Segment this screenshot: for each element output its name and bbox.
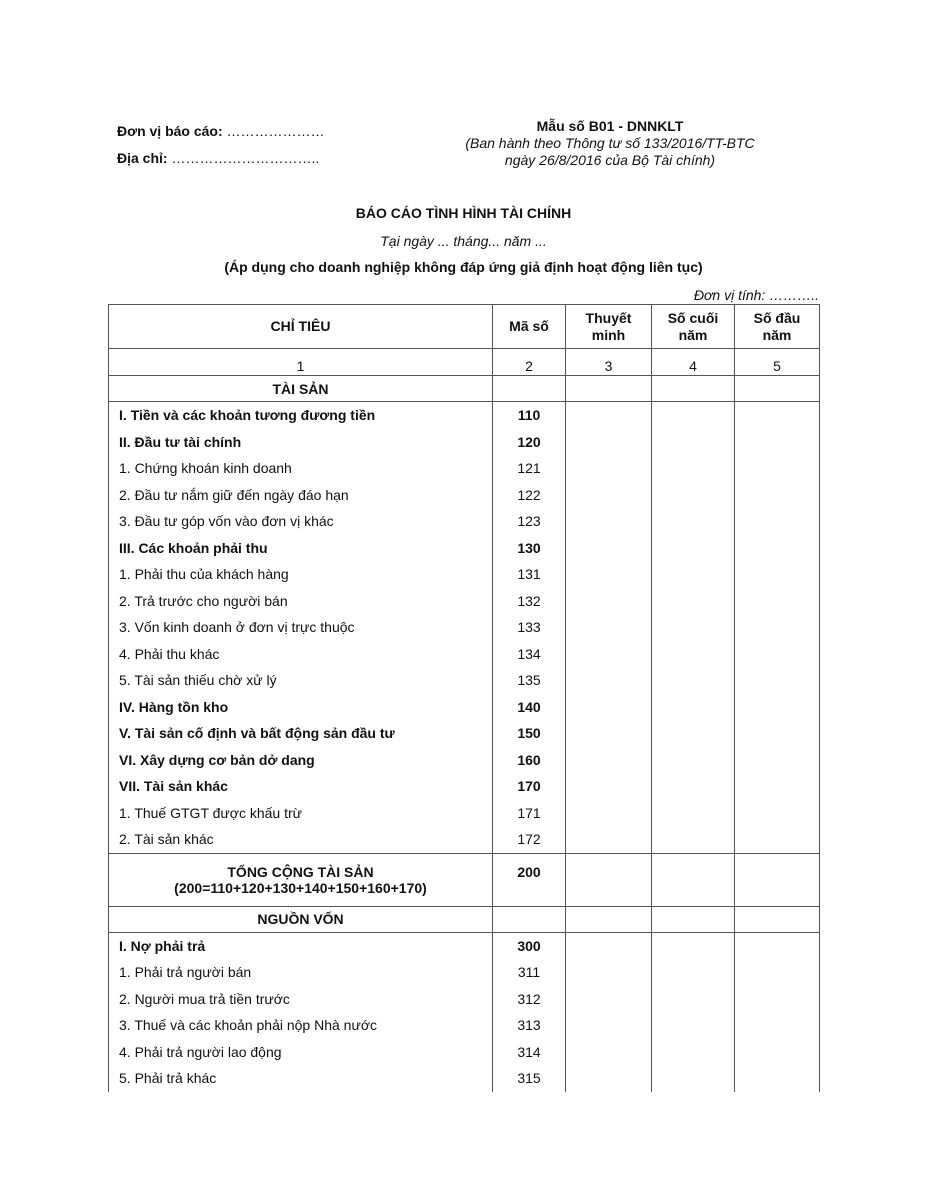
row-explanation (566, 429, 652, 456)
row-year-end-value (652, 1065, 735, 1092)
row-year-end-value (652, 694, 735, 721)
row-code: 122 (493, 482, 566, 509)
row-year-end-value (652, 986, 735, 1013)
row-code: 150 (493, 720, 566, 747)
table-row (109, 535, 820, 562)
row-year-start-value (735, 641, 820, 668)
table-row (109, 694, 820, 721)
total-assets-formula: (200=110+120+130+140+150+160+170) (174, 879, 427, 896)
row-code: 315 (493, 1065, 566, 1092)
row-year-end-value (652, 667, 735, 694)
row-year-end-value (652, 773, 735, 800)
row-year-start-value (735, 720, 820, 747)
row-year-start-value (735, 959, 820, 986)
row-explanation (566, 986, 652, 1013)
row-year-start-value (735, 694, 820, 721)
report-scope-note: (Áp dụng cho doanh nghiệp không đáp ứng giả định hoạt động liên tục) (224, 259, 703, 275)
row-label: VII. Tài sản khác (109, 773, 493, 800)
row-label: 2. Tài sản khác (109, 826, 493, 853)
row-year-end-value (652, 402, 735, 429)
row-explanation (566, 561, 652, 588)
table-row (109, 773, 820, 800)
row-year-start-value (735, 800, 820, 827)
row-label: I. Tiền và các khoản tương đương tiền (109, 402, 493, 429)
row-year-end-value (652, 535, 735, 562)
row-label: 5. Phải trả khác (109, 1065, 493, 1092)
row-year-start-value (735, 986, 820, 1013)
row-year-end-value (652, 720, 735, 747)
row-code: 121 (493, 455, 566, 482)
row-code: 135 (493, 667, 566, 694)
total-assets-code: 200 (493, 853, 566, 906)
row-explanation (566, 402, 652, 429)
report-title: BÁO CÁO TÌNH HÌNH TÀI CHÍNH (355, 205, 572, 221)
row-explanation (566, 588, 652, 615)
table-row (109, 986, 820, 1013)
row-explanation (566, 959, 652, 986)
table-row (109, 614, 820, 641)
table-row (109, 932, 820, 959)
row-code: 134 (493, 641, 566, 668)
column-number: 3 (566, 349, 652, 376)
section-row-sources (109, 906, 820, 932)
row-year-end-value (652, 588, 735, 615)
row-explanation (566, 1065, 652, 1092)
row-label: 4. Phải trả người lao động (109, 1039, 493, 1066)
row-year-start-value (735, 773, 820, 800)
section-row-assets (109, 376, 820, 402)
row-year-end-value (652, 1039, 735, 1066)
currency-unit: Đơn vị tính: ……….. (693, 287, 819, 303)
table-row (109, 429, 820, 456)
row-year-start-value (735, 826, 820, 853)
reporting-unit-value: ………………… (226, 123, 325, 139)
row-code: 170 (493, 773, 566, 800)
table-row (109, 402, 820, 429)
header-year-end: Số cuối năm (652, 305, 735, 349)
row-year-end-value (652, 482, 735, 509)
row-code: 123 (493, 508, 566, 535)
table-row (109, 1012, 820, 1039)
row-label: 3. Vốn kinh doanh ở đơn vị trực thuộc (109, 614, 493, 641)
row-label: 2. Trả trước cho người bán (109, 588, 493, 615)
row-year-start-value (735, 667, 820, 694)
row-explanation (566, 482, 652, 509)
row-explanation (566, 667, 652, 694)
row-year-end-value (652, 800, 735, 827)
row-code: 172 (493, 826, 566, 853)
table-row (109, 455, 820, 482)
row-year-start-value (735, 588, 820, 615)
row-year-end-value (652, 932, 735, 959)
row-year-start-value (735, 1065, 820, 1092)
row-explanation (566, 641, 652, 668)
table-header-row (109, 305, 820, 349)
row-explanation (566, 694, 652, 721)
row-label: 1. Phải thu của khách hàng (109, 561, 493, 588)
row-code: 314 (493, 1039, 566, 1066)
total-assets-row (109, 853, 820, 906)
row-explanation (566, 1039, 652, 1066)
form-number: Mẫu số B01 - DNNKLT (536, 118, 684, 134)
row-year-start-value (735, 747, 820, 774)
row-label: 3. Đầu tư góp vốn vào đơn vị khác (109, 508, 493, 535)
table-row (109, 826, 820, 853)
form-info-block (440, 118, 780, 169)
table-row (109, 641, 820, 668)
row-year-start-value (735, 1039, 820, 1066)
table-row (109, 1039, 820, 1066)
table-row (109, 667, 820, 694)
row-code: 311 (493, 959, 566, 986)
row-explanation (566, 720, 652, 747)
row-label: II. Đầu tư tài chính (109, 429, 493, 456)
row-code: 313 (493, 1012, 566, 1039)
header-year-start: Số đầu năm (735, 305, 820, 349)
table-row (109, 588, 820, 615)
row-year-start-value (735, 1012, 820, 1039)
row-year-end-value (652, 614, 735, 641)
row-label: 1. Chứng khoán kinh doanh (109, 455, 493, 482)
report-date: Tại ngày ... tháng... năm ... (380, 233, 547, 249)
reporting-unit-line (117, 118, 325, 145)
total-assets-title: TỔNG CỘNG TÀI SẢN (227, 863, 374, 880)
row-code: 120 (493, 429, 566, 456)
column-number-row (109, 349, 820, 376)
row-code: 131 (493, 561, 566, 588)
issued-by-line-1: (Ban hành theo Thông tư số 133/2016/TT-BTC (465, 135, 755, 151)
row-explanation (566, 932, 652, 959)
row-code: 171 (493, 800, 566, 827)
row-year-end-value (652, 826, 735, 853)
row-code: 312 (493, 986, 566, 1013)
column-number: 4 (652, 349, 735, 376)
row-year-end-value (652, 455, 735, 482)
row-code: 133 (493, 614, 566, 641)
row-year-start-value (735, 932, 820, 959)
row-explanation (566, 535, 652, 562)
table-row (109, 959, 820, 986)
section-title: TÀI SẢN (109, 376, 493, 402)
row-explanation (566, 773, 652, 800)
row-label: 1. Phải trả người bán (109, 959, 493, 986)
row-code: 110 (493, 402, 566, 429)
row-code: 130 (493, 535, 566, 562)
row-explanation (566, 1012, 652, 1039)
report-unit-block (117, 118, 325, 172)
table-row (109, 561, 820, 588)
row-year-end-value (652, 429, 735, 456)
table-row (109, 747, 820, 774)
row-year-start-value (735, 614, 820, 641)
header-code: Mã số (493, 305, 566, 349)
row-year-end-value (652, 508, 735, 535)
row-year-start-value (735, 482, 820, 509)
row-year-end-value (652, 747, 735, 774)
table-row (109, 800, 820, 827)
row-label: 3. Thuế và các khoản phải nộp Nhà nước (109, 1012, 493, 1039)
column-number: 2 (493, 349, 566, 376)
row-label: 5. Tài sản thiếu chờ xử lý (109, 667, 493, 694)
row-year-start-value (735, 402, 820, 429)
row-year-end-value (652, 959, 735, 986)
address-label: Địa chỉ: (117, 150, 168, 166)
financial-report-table (108, 304, 820, 1092)
row-year-start-value (735, 508, 820, 535)
row-year-start-value (735, 455, 820, 482)
reporting-unit-label: Đơn vị báo cáo: (117, 123, 223, 139)
row-label: 2. Đầu tư nắm giữ đến ngày đáo hạn (109, 482, 493, 509)
header-explanation: Thuyết minh (566, 305, 652, 349)
row-code: 300 (493, 932, 566, 959)
row-label: 2. Người mua trả tiền trước (109, 986, 493, 1013)
row-code: 132 (493, 588, 566, 615)
total-assets-label (109, 853, 493, 906)
row-label: 4. Phải thu khác (109, 641, 493, 668)
row-year-end-value (652, 641, 735, 668)
address-line (117, 145, 325, 172)
row-explanation (566, 614, 652, 641)
row-label: IV. Hàng tồn kho (109, 694, 493, 721)
row-explanation (566, 508, 652, 535)
row-year-start-value (735, 429, 820, 456)
row-explanation (566, 800, 652, 827)
row-label: VI. Xây dựng cơ bản dở dang (109, 747, 493, 774)
column-number: 5 (735, 349, 820, 376)
row-code: 160 (493, 747, 566, 774)
row-code: 140 (493, 694, 566, 721)
row-label: I. Nợ phải trả (109, 932, 493, 959)
column-number: 1 (109, 349, 493, 376)
row-explanation (566, 747, 652, 774)
row-label: V. Tài sản cố định và bất động sản đầu tư (109, 720, 493, 747)
table-row (109, 508, 820, 535)
address-value: ………………………….. (171, 150, 320, 166)
row-explanation (566, 826, 652, 853)
row-year-end-value (652, 1012, 735, 1039)
section-title: NGUỒN VỐN (109, 906, 493, 932)
table-row (109, 720, 820, 747)
row-year-start-value (735, 561, 820, 588)
table-row (109, 482, 820, 509)
row-label: III. Các khoản phải thu (109, 535, 493, 562)
header-indicator: CHỈ TIÊU (109, 305, 493, 349)
issued-by-line-2: ngày 26/8/2016 của Bộ Tài chính) (504, 152, 716, 168)
row-label: 1. Thuế GTGT được khấu trừ (109, 800, 493, 827)
row-year-start-value (735, 535, 820, 562)
row-explanation (566, 455, 652, 482)
table-row (109, 1065, 820, 1092)
row-year-end-value (652, 561, 735, 588)
